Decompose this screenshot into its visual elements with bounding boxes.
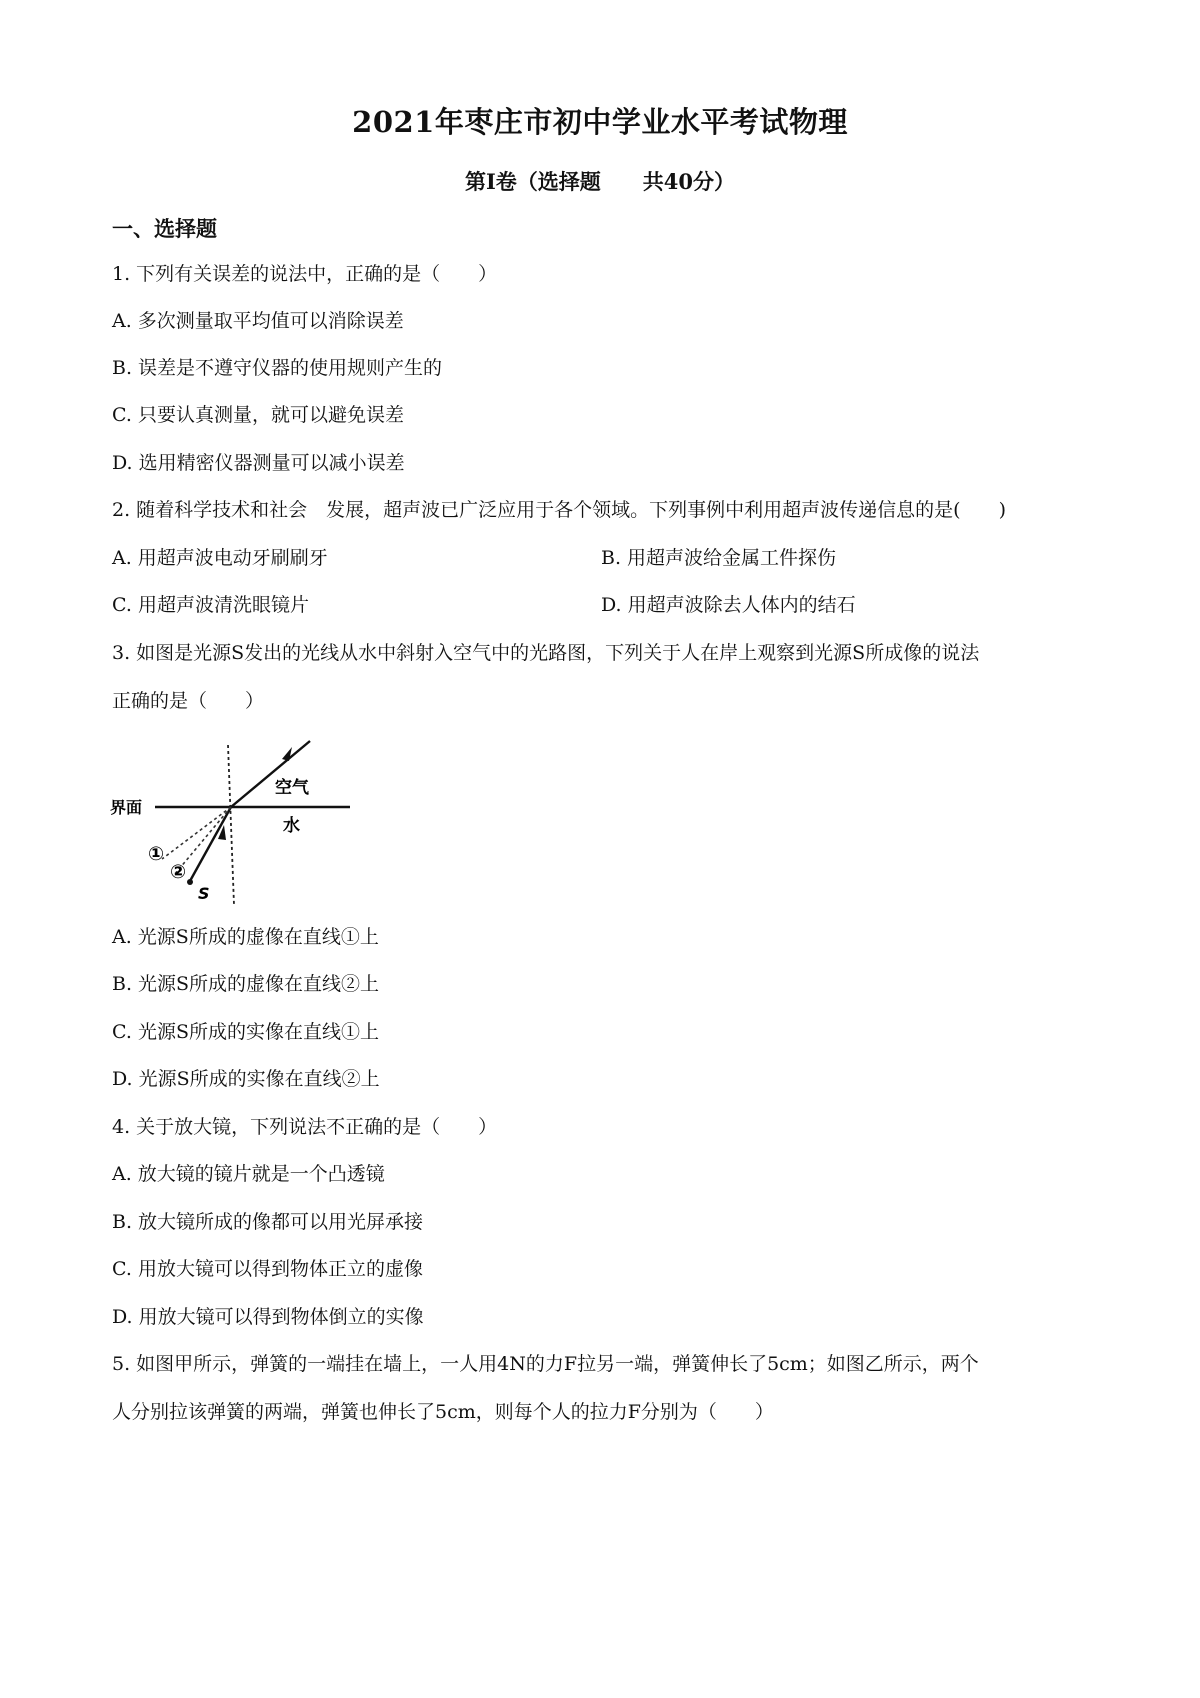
question-4-option-a: A. 放大镜的镜片就是一个凸透镜 [112,1163,385,1185]
section-heading: 一、选择题 [112,216,217,241]
label-line-1: ① [148,843,165,865]
question-2-stem: 2. 随着科学技术和社会 发展，超声波已广泛应用于各个领域。下列事例中利用超声波传递信息的是( ) [112,499,1006,521]
question-3-option-c: C. 光源S所成的实像在直线①上 [112,1021,379,1043]
label-air: 空气 [275,778,309,798]
label-source-s: S [198,884,210,903]
question-1-option-d: D. 选用精密仪器测量可以减小误差 [112,452,405,474]
question-4-option-d: D. 用放大镜可以得到物体倒立的实像 [112,1306,424,1328]
question-5-stem-line1: 5. 如图甲所示，弹簧的一端挂在墙上，一人用4N的力F拉另一端，弹簧伸长了5cm；如图乙所示，两个 [112,1353,979,1375]
question-2-option-b: B. 用超声波给金属工件探伤 [601,547,837,569]
question-1-option-a: A. 多次测量取平均值可以消除误差 [112,310,404,332]
question-3-stem-line1: 3. 如图是光源S发出的光线从水中斜射入空气中的光路图，下列关于人在岸上观察到光源S所成像的说法 [112,642,980,664]
source-point [187,879,193,885]
question-2-option-d: D. 用超声波除去人体内的结石 [601,594,856,616]
exam-part-subtitle: 第Ⅰ卷（选择题 共40分） [464,169,736,194]
label-line-2: ② [170,861,187,883]
question-3-option-a: A. 光源S所成的虚像在直线①上 [112,926,379,948]
question-1-option-c: C. 只要认真测量，就可以避免误差 [112,404,404,426]
question-2-option-c: C. 用超声波清洗眼镜片 [112,594,309,616]
normal-line [228,745,234,905]
question-3-option-d: D. 光源S所成的实像在直线②上 [112,1068,380,1090]
question-4-option-c: C. 用放大镜可以得到物体正立的虚像 [112,1258,423,1280]
question-1-option-b: B. 误差是不遵守仪器的使用规则产生的 [112,357,443,379]
question-4-stem: 4. 关于放大镜，下列说法不正确的是（ ） [112,1116,498,1138]
question-1-stem: 1. 下列有关误差的说法中，正确的是（ ） [112,263,498,285]
label-interface: 界面 [110,798,143,817]
question-3-option-b: B. 光源S所成的虚像在直线②上 [112,973,380,995]
question-4-option-b: B. 放大镜所成的像都可以用光屏承接 [112,1211,424,1233]
incident-ray [190,807,231,881]
question-2-option-a: A. 用超声波电动牙刷刷牙 [112,547,328,569]
question-3-stem-line2: 正确的是（ ） [112,690,265,712]
page-title: 2021年枣庄市初中学业水平考试物理 [352,105,848,139]
refraction-diagram [110,735,360,905]
question-5-stem-line2: 人分别拉该弹簧的两端，弹簧也伸长了5cm，则每个人的拉力F分别为（ ） [112,1401,774,1423]
label-water: 水 [283,816,300,836]
refracted-ray-arrow [282,747,292,761]
